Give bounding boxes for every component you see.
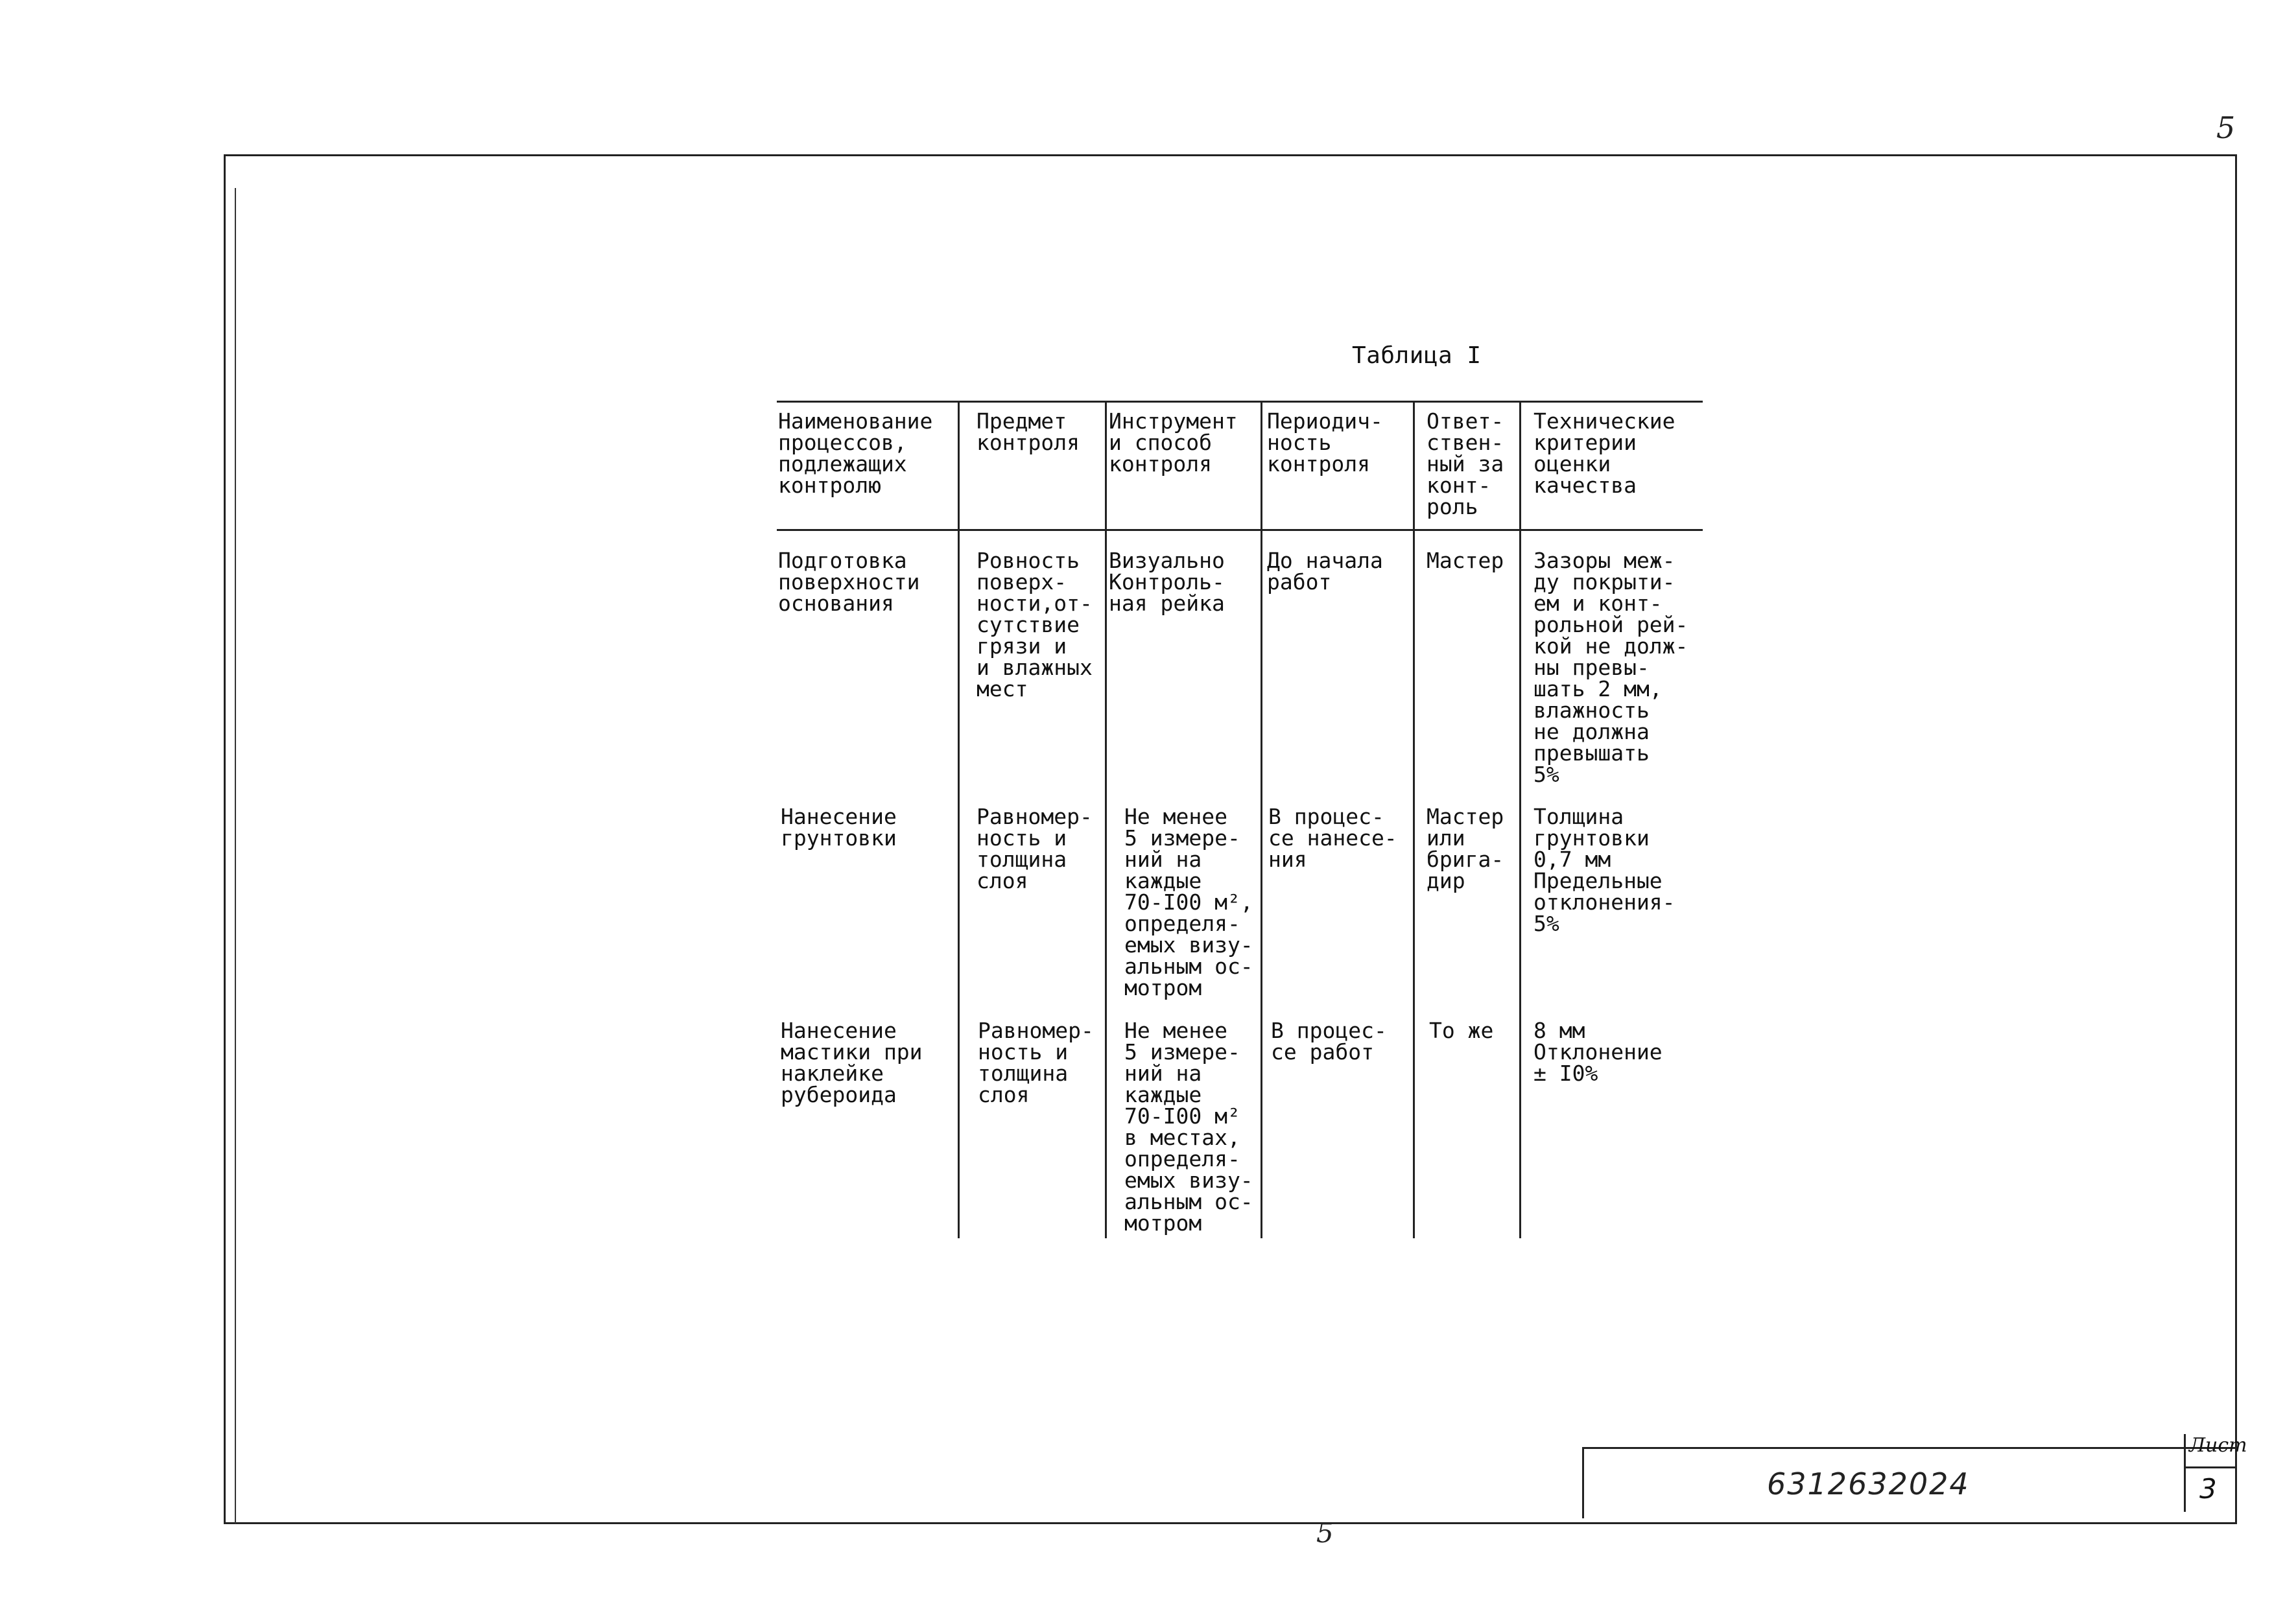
column-divider xyxy=(1413,401,1415,1238)
header-responsible: Ответ- ствен- ный за конт- роль xyxy=(1427,408,1504,519)
table-title: Таблица I xyxy=(1352,342,1482,369)
table-cell: Мастер xyxy=(1427,548,1504,573)
table-cell: 8 мм Отклонение ± I0% xyxy=(1533,1018,1663,1086)
table-cell: Подготовка поверхности основания xyxy=(778,548,920,616)
column-divider xyxy=(958,401,960,1238)
header-frequency: Периодич- ность контроля xyxy=(1267,408,1383,477)
page-number-top: 5 xyxy=(2216,110,2236,145)
table-cell: В процес- се нанесе- ния xyxy=(1268,804,1397,872)
frame-left-rule xyxy=(235,188,236,1524)
table-top-rule xyxy=(777,401,1703,403)
column-divider xyxy=(1105,401,1107,1238)
table-cell: Толщина грунтовки 0,7 мм Предельные отклонения- 5% xyxy=(1533,804,1675,936)
sheet-cell-divider xyxy=(2184,1466,2237,1468)
table-cell: Не менее 5 измере- ний на каждые 70-I00 м², определя- емых визу- альным ос- мотром xyxy=(1124,804,1253,1000)
table-cell: Мастер или брига- дир xyxy=(1427,804,1504,893)
table-cell: В процес- се работ xyxy=(1271,1018,1387,1065)
table-cell: Равномер- ность и толщина слоя xyxy=(977,804,1093,893)
table-cell: До начала работ xyxy=(1267,548,1383,594)
document-code: 6312632024 xyxy=(1767,1466,1970,1501)
column-divider xyxy=(1519,401,1521,1238)
table-cell: Равномер- ность и толщина слоя xyxy=(978,1018,1094,1107)
header-method: Инструмент и способ контроля xyxy=(1109,408,1238,477)
table-cell: Не менее 5 измере- ний на каждые 70-I00 м² в местах, определя- емых визу- альным ос- мотром xyxy=(1124,1018,1253,1236)
table-cell: То же xyxy=(1429,1018,1494,1043)
table-header-rule xyxy=(777,529,1703,531)
table-cell: Визуально Контроль- ная рейка xyxy=(1109,548,1225,616)
table-cell: Ровность поверх- ности,от- сутствие грязи и и влажных мест xyxy=(977,548,1093,701)
sheet-number: 3 xyxy=(2199,1473,2217,1505)
header-criteria: Технические критерии оценки качества xyxy=(1533,408,1675,498)
header-process: Наименование процессов, подлежащих контролю xyxy=(778,408,933,498)
header-subject: Предмет контроля xyxy=(977,408,1080,455)
table-cell: Нанесение мастики при наклейке рубероида xyxy=(781,1018,923,1107)
sheet-label: Лист xyxy=(2189,1434,2247,1457)
page-number-bottom: 5 xyxy=(1316,1517,1334,1549)
table-cell: Нанесение грунтовки xyxy=(781,804,897,851)
table-cell: Зазоры меж- ду покрыти- ем и конт- рольной рей- кой не долж- ны превы- шать 2 мм, влажность не должна превышать 5% xyxy=(1533,548,1688,787)
